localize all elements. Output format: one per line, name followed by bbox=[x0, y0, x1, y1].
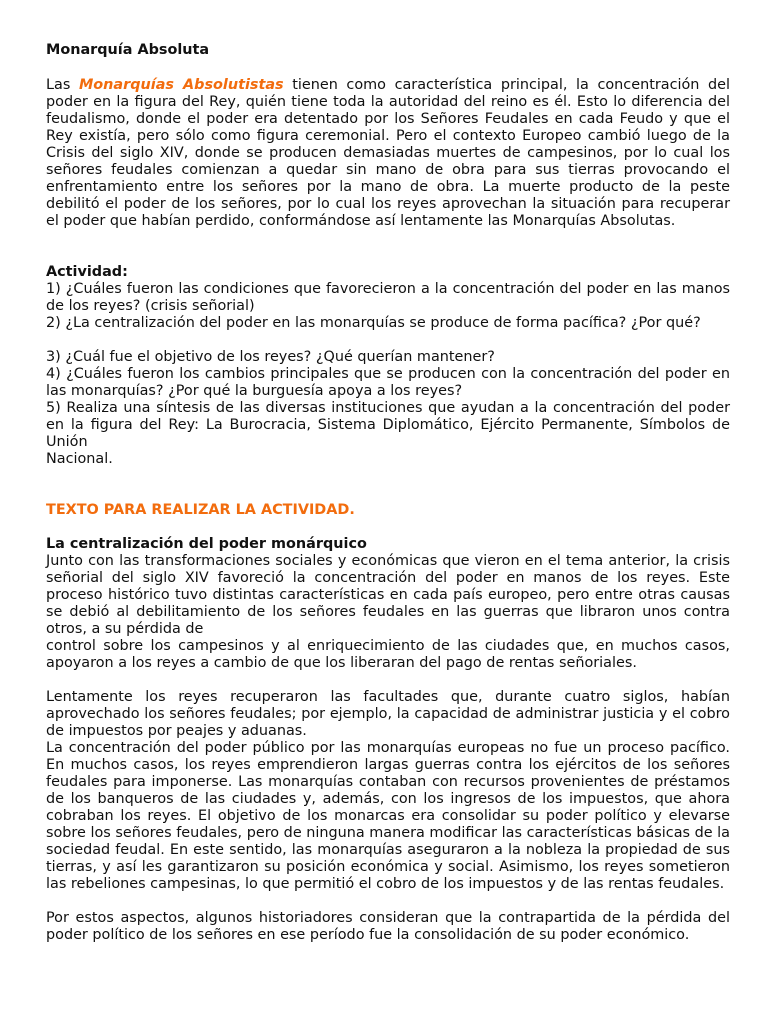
activity-question-5-text: 5) Realiza una síntesis de las diversas instituciones que ayudan a la concentración del poder en la figura del Rey: La Burocracia, Sistema Diplomático, Ejército Permanente, Símbolos de Unión bbox=[46, 400, 730, 450]
activity-question-5-end: Nacional. bbox=[46, 451, 113, 467]
section-paragraph-1a: Junto con las transformaciones sociales y económicas que vieron en el tema anterior, la crisis señorial del siglo XIV favoreció la concentración del poder en manos de los reyes. Este proceso histórico tuvo distintas características en cada país europeo, pero entre otras causas se debió al debilitamiento de los señores feudales en las guerras que libraron unos contra otros, a su pérdida de bbox=[46, 553, 730, 637]
activity-question-4: 4) ¿Cuáles fueron los cambios principales que se producen con la concentración del poder en las monarquías? ¿Por qué la burguesía apoya a los reyes? bbox=[46, 366, 730, 399]
intro-paragraph bbox=[46, 77, 730, 230]
activity-question-2: 2) ¿La centralización del poder en las monarquías se produce de forma pacífica? ¿Por qué? bbox=[46, 315, 701, 331]
section-paragraph-3: La concentración del poder público por las monarquías europeas no fue un proceso pacífico. En muchos casos, los reyes emprendieron largas guerras contra los ejércitos de los señores feudales para imponerse. Las monarquías contaban con recursos provenientes de préstamos de los banqueros de las ciudades y, además, con los ingresos de los impuestos, que ahora cobraban los reyes. El objetivo de los monarcas era consolidar su poder político y elevarse sobre los señores feudales, pero de ninguna manera modificar las características básicas de la sociedad feudal. En este sentido, las monarquías aseguraron a la nobleza la propiedad de sus tierras, y así les garantizaron su posición económica y social. Asimismo, los reyes sometieron las rebeliones campesinas, lo que permitió el cobro de los impuestos y de las rentas feudales. bbox=[46, 740, 730, 892]
intro-body: tienen como característica principal, la concentración del poder en la figura del Rey, quién tiene toda la autoridad del reino es él. Esto lo diferencia del feudalismo, donde el poder era detentado por los Señores Feudales en cada Feudo y que el Rey existía, pero sólo como figura ceremonial. Pero el contexto Europeo cambió luego de la Crisis del siglo XIV, donde se producen demasiadas muertes de campesinos, por lo cual los señores feudales comienzan a quedar sin mano de obra para sus tierras provocando el enfrentamiento entre los señores por la mano de obra. La muerte producto de la peste debilitó el poder de los señores, por lo cual los reyes aprovechan la situación para recuperar el poder que habían perdido, conformándose así lentamente las Monarquías Absolutas. bbox=[46, 77, 730, 229]
section-paragraph-1b: control sobre los campesinos y al enriquecimiento de las ciudades que, en muchos casos, apoyaron a los reyes a cambio de que los liberaran del pago de rentas señoriales. bbox=[46, 638, 730, 671]
source-heading: TEXTO PARA REALIZAR LA ACTIVIDAD. bbox=[46, 502, 355, 518]
activity-question-5 bbox=[46, 400, 730, 468]
intro-highlight: Monarquías Absolutistas bbox=[78, 77, 284, 93]
section-paragraph-2: Lentamente los reyes recuperaron las facultades que, durante cuatro siglos, habían aprovechado los señores feudales; por ejemplo, la capacidad de administrar justicia y el cobro de impuestos por peajes y aduanas. bbox=[46, 689, 730, 739]
activity-question-3: 3) ¿Cuál fue el objetivo de los reyes? ¿Qué querían mantener? bbox=[46, 349, 495, 365]
activity-question-1: 1) ¿Cuáles fueron las condiciones que favorecieron a la concentración del poder en las manos de los reyes? (crisis señorial) bbox=[46, 281, 730, 314]
activity-heading: Actividad: bbox=[46, 264, 128, 280]
section-heading: La centralización del poder monárquico bbox=[46, 536, 367, 552]
document-title: Monarquía Absoluta bbox=[46, 42, 210, 58]
intro-prefix: Las bbox=[46, 77, 79, 93]
section-paragraph-4: Por estos aspectos, algunos historiadores consideran que la contrapartida de la pérdida del poder político de los señores en ese período fue la consolidación de su poder económico. bbox=[46, 910, 730, 943]
